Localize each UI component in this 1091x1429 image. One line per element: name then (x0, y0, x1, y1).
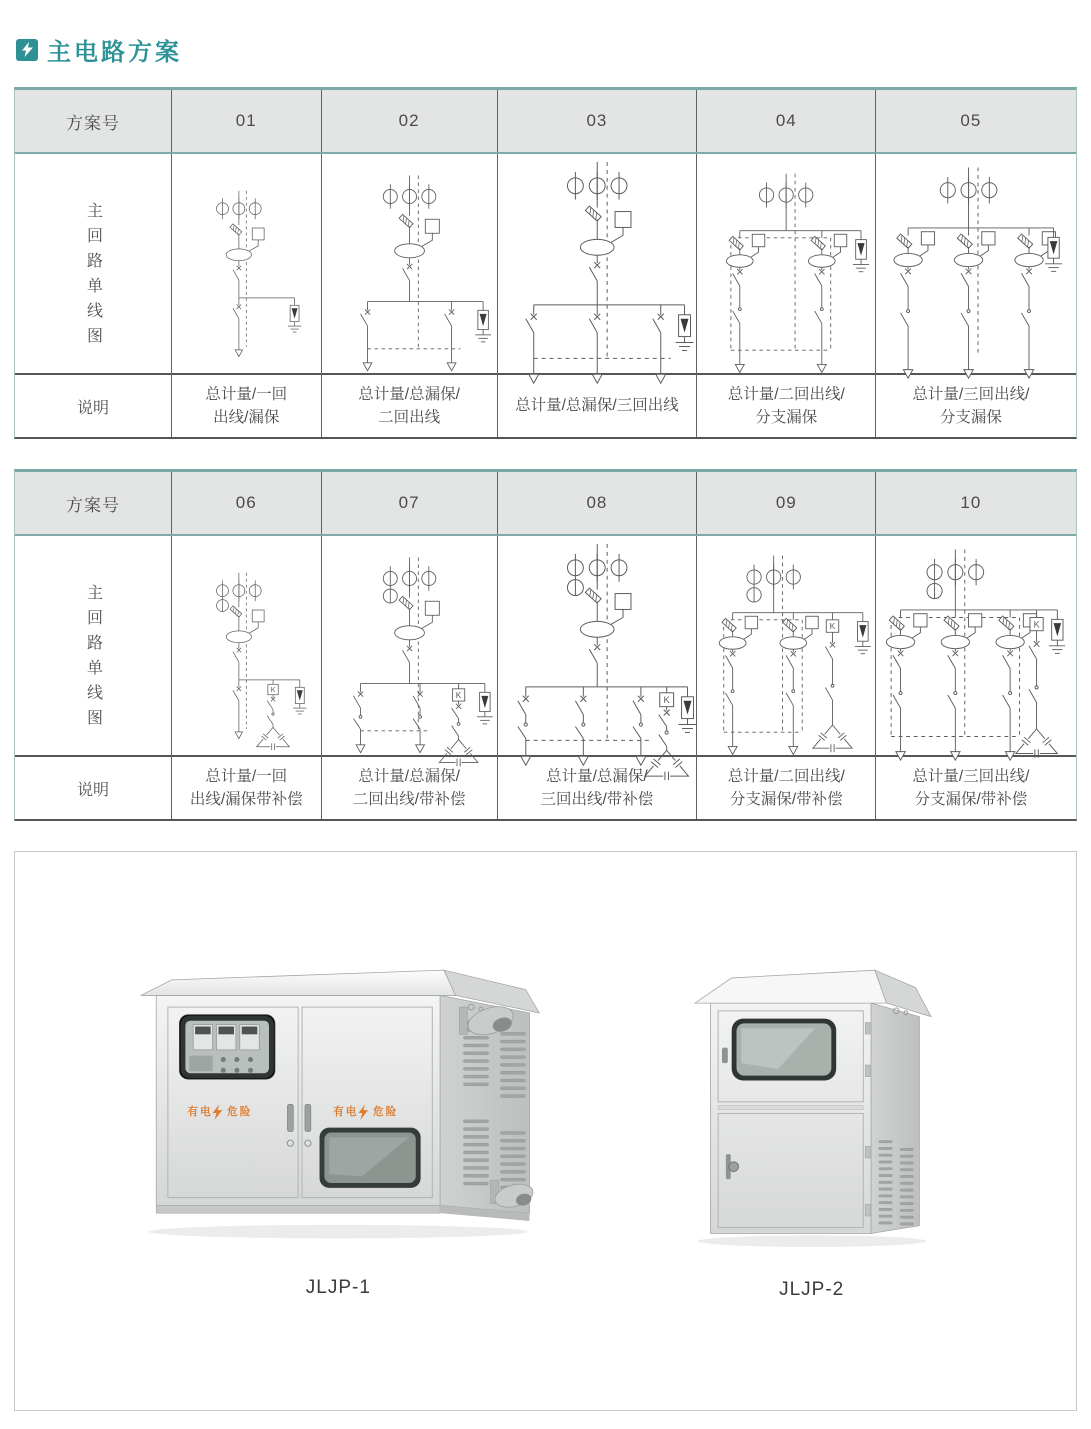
circuit-svg-10 (876, 538, 1065, 780)
scheme-description-01 (171, 375, 321, 437)
bolt-icon (16, 39, 38, 61)
meter-display (242, 1027, 258, 1035)
door-divider (718, 1106, 863, 1110)
circuit-svg-07 (322, 538, 497, 780)
upper-door-lock (722, 1048, 728, 1063)
cabinet-photo-jljp-1 (129, 914, 547, 1246)
diagram-row (15, 536, 1076, 755)
shadow (697, 1235, 925, 1247)
circuit-svg-01 (172, 156, 321, 398)
warning-text-left-1: 有电 (187, 1105, 213, 1118)
scheme-description-09 (696, 757, 875, 819)
circuit-diagram-06 (171, 536, 321, 782)
scheme-description-08 (497, 757, 696, 819)
description-row (15, 755, 1076, 819)
section-title-row (16, 32, 1075, 67)
scheme-table-01-05 (14, 87, 1077, 439)
scheme-number-03: 03 (497, 90, 696, 152)
desc-line-1: 总计量/总漏保/三回出线 (515, 397, 679, 415)
cabinet-roof (695, 970, 887, 1003)
diagram-row-label: 主回路单线图 (84, 202, 102, 353)
scheme-table-06-10 (14, 469, 1077, 821)
scheme-description-04 (696, 375, 875, 437)
circuit-diagram-08 (497, 536, 696, 782)
circuit-diagram-10 (875, 536, 1065, 782)
meter-display (195, 1027, 211, 1035)
scheme-number-07: 07 (321, 472, 497, 534)
warning-text-left-2: 危险 (227, 1105, 253, 1118)
desc-line-1: 总计量/二回出线/ (727, 767, 845, 785)
scheme-header-row (15, 472, 1076, 536)
product-jljp-2 (662, 914, 962, 1301)
circuit-svg-03 (498, 156, 696, 398)
desc-line-2: 二回出线 (378, 409, 441, 426)
desc-line-1: 总计量/二回出线/ (727, 385, 845, 403)
circuit-diagram-05 (875, 154, 1065, 400)
circuit-diagram-02 (321, 154, 497, 400)
scheme-number-05: 05 (875, 90, 1065, 152)
circuit-svg-09 (697, 538, 875, 780)
circuit-diagram-04 (696, 154, 875, 400)
scheme-number-02: 02 (321, 90, 497, 152)
svg-text:K: K (663, 694, 670, 706)
diagram-row (15, 154, 1076, 373)
scheme-col-label: 方案号 (65, 495, 120, 515)
desc-line-1: 总计量/三回出线/ (912, 385, 1030, 403)
desc-line-2: 出线/漏保 (213, 409, 280, 426)
door-handle-left (288, 1104, 294, 1131)
circuit-svg-06 (172, 538, 321, 780)
desc-row-label: 说明 (76, 781, 109, 799)
diagram-row-label: 主回路单线图 (84, 584, 102, 735)
scheme-description-10 (875, 757, 1065, 819)
desc-line-2: 出线/漏保带补偿 (189, 791, 303, 808)
svg-text:K: K (455, 690, 461, 701)
scheme-description-07 (321, 757, 497, 819)
svg-text:K: K (1034, 619, 1040, 630)
desc-line-1: 总计量/三回出线/ (912, 767, 1030, 785)
scheme-header-row (15, 90, 1076, 154)
circuit-svg-02 (322, 156, 497, 398)
circuit-svg-05 (876, 156, 1065, 398)
scheme-number-06: 06 (171, 472, 321, 534)
desc-line-1: 总计量/一回 (205, 767, 288, 785)
product-label: JLJP-2 (779, 1279, 845, 1300)
desc-line-2: 分支漏保 (755, 409, 818, 426)
scheme-description-03 (497, 375, 696, 437)
scheme-description-06 (171, 757, 321, 819)
warning-text-right-1: 有电 (333, 1105, 359, 1118)
meter-display (219, 1027, 235, 1035)
cabinet-base (157, 1205, 441, 1213)
door-handle-ring (728, 1162, 738, 1172)
scheme-col-label: 方案号 (65, 113, 120, 133)
scheme-number-08: 08 (497, 472, 696, 534)
desc-line-1: 总计量/一回 (205, 385, 288, 403)
scheme-number-09: 09 (696, 472, 875, 534)
product-label: JLJP-1 (305, 1277, 371, 1298)
desc-line-2: 分支漏保/带补偿 (729, 791, 843, 808)
svg-text:K: K (270, 687, 276, 695)
cabinet-roof (141, 970, 456, 995)
desc-row-label: 说明 (76, 399, 109, 417)
desc-line-1: 总计量/总漏保/ (358, 767, 460, 785)
scheme-number-10: 10 (875, 472, 1065, 534)
circuit-svg-04 (697, 156, 875, 398)
desc-line-2: 三回出线/带补偿 (540, 791, 654, 808)
warning-text-right-2: 危险 (373, 1105, 399, 1118)
scheme-description-02 (321, 375, 497, 437)
page-title: 主电路方案 (47, 39, 182, 66)
meter-panel (190, 1056, 213, 1072)
circuit-diagram-09 (696, 536, 875, 782)
scheme-description-05 (875, 375, 1065, 437)
diagram-row-label-cell (15, 536, 171, 782)
product-photos-panel (14, 851, 1077, 1411)
desc-line-1: 总计量/总漏保/ (546, 767, 648, 785)
circuit-diagram-07 (321, 536, 497, 782)
shadow (149, 1225, 528, 1239)
svg-text:K: K (829, 621, 836, 632)
circuit-diagram-01 (171, 154, 321, 400)
pipe-flange (460, 1007, 468, 1034)
circuit-diagram-03 (497, 154, 696, 400)
cabinet-side-panel (871, 1003, 919, 1233)
desc-line-2: 分支漏保 (939, 409, 1002, 426)
desc-line-1: 总计量/总漏保/ (358, 385, 460, 403)
door-handle-right (305, 1104, 311, 1131)
diagram-row-label-cell (15, 154, 171, 400)
circuit-svg-08 (498, 538, 696, 780)
scheme-number-04: 04 (696, 90, 875, 152)
scheme-number-01: 01 (171, 90, 321, 152)
product-jljp-1 (129, 914, 547, 1299)
desc-line-2: 二回出线/带补偿 (352, 791, 466, 808)
desc-line-2: 分支漏保/带补偿 (914, 791, 1028, 808)
cabinet-photo-jljp-2 (662, 914, 962, 1248)
description-row (15, 373, 1076, 437)
